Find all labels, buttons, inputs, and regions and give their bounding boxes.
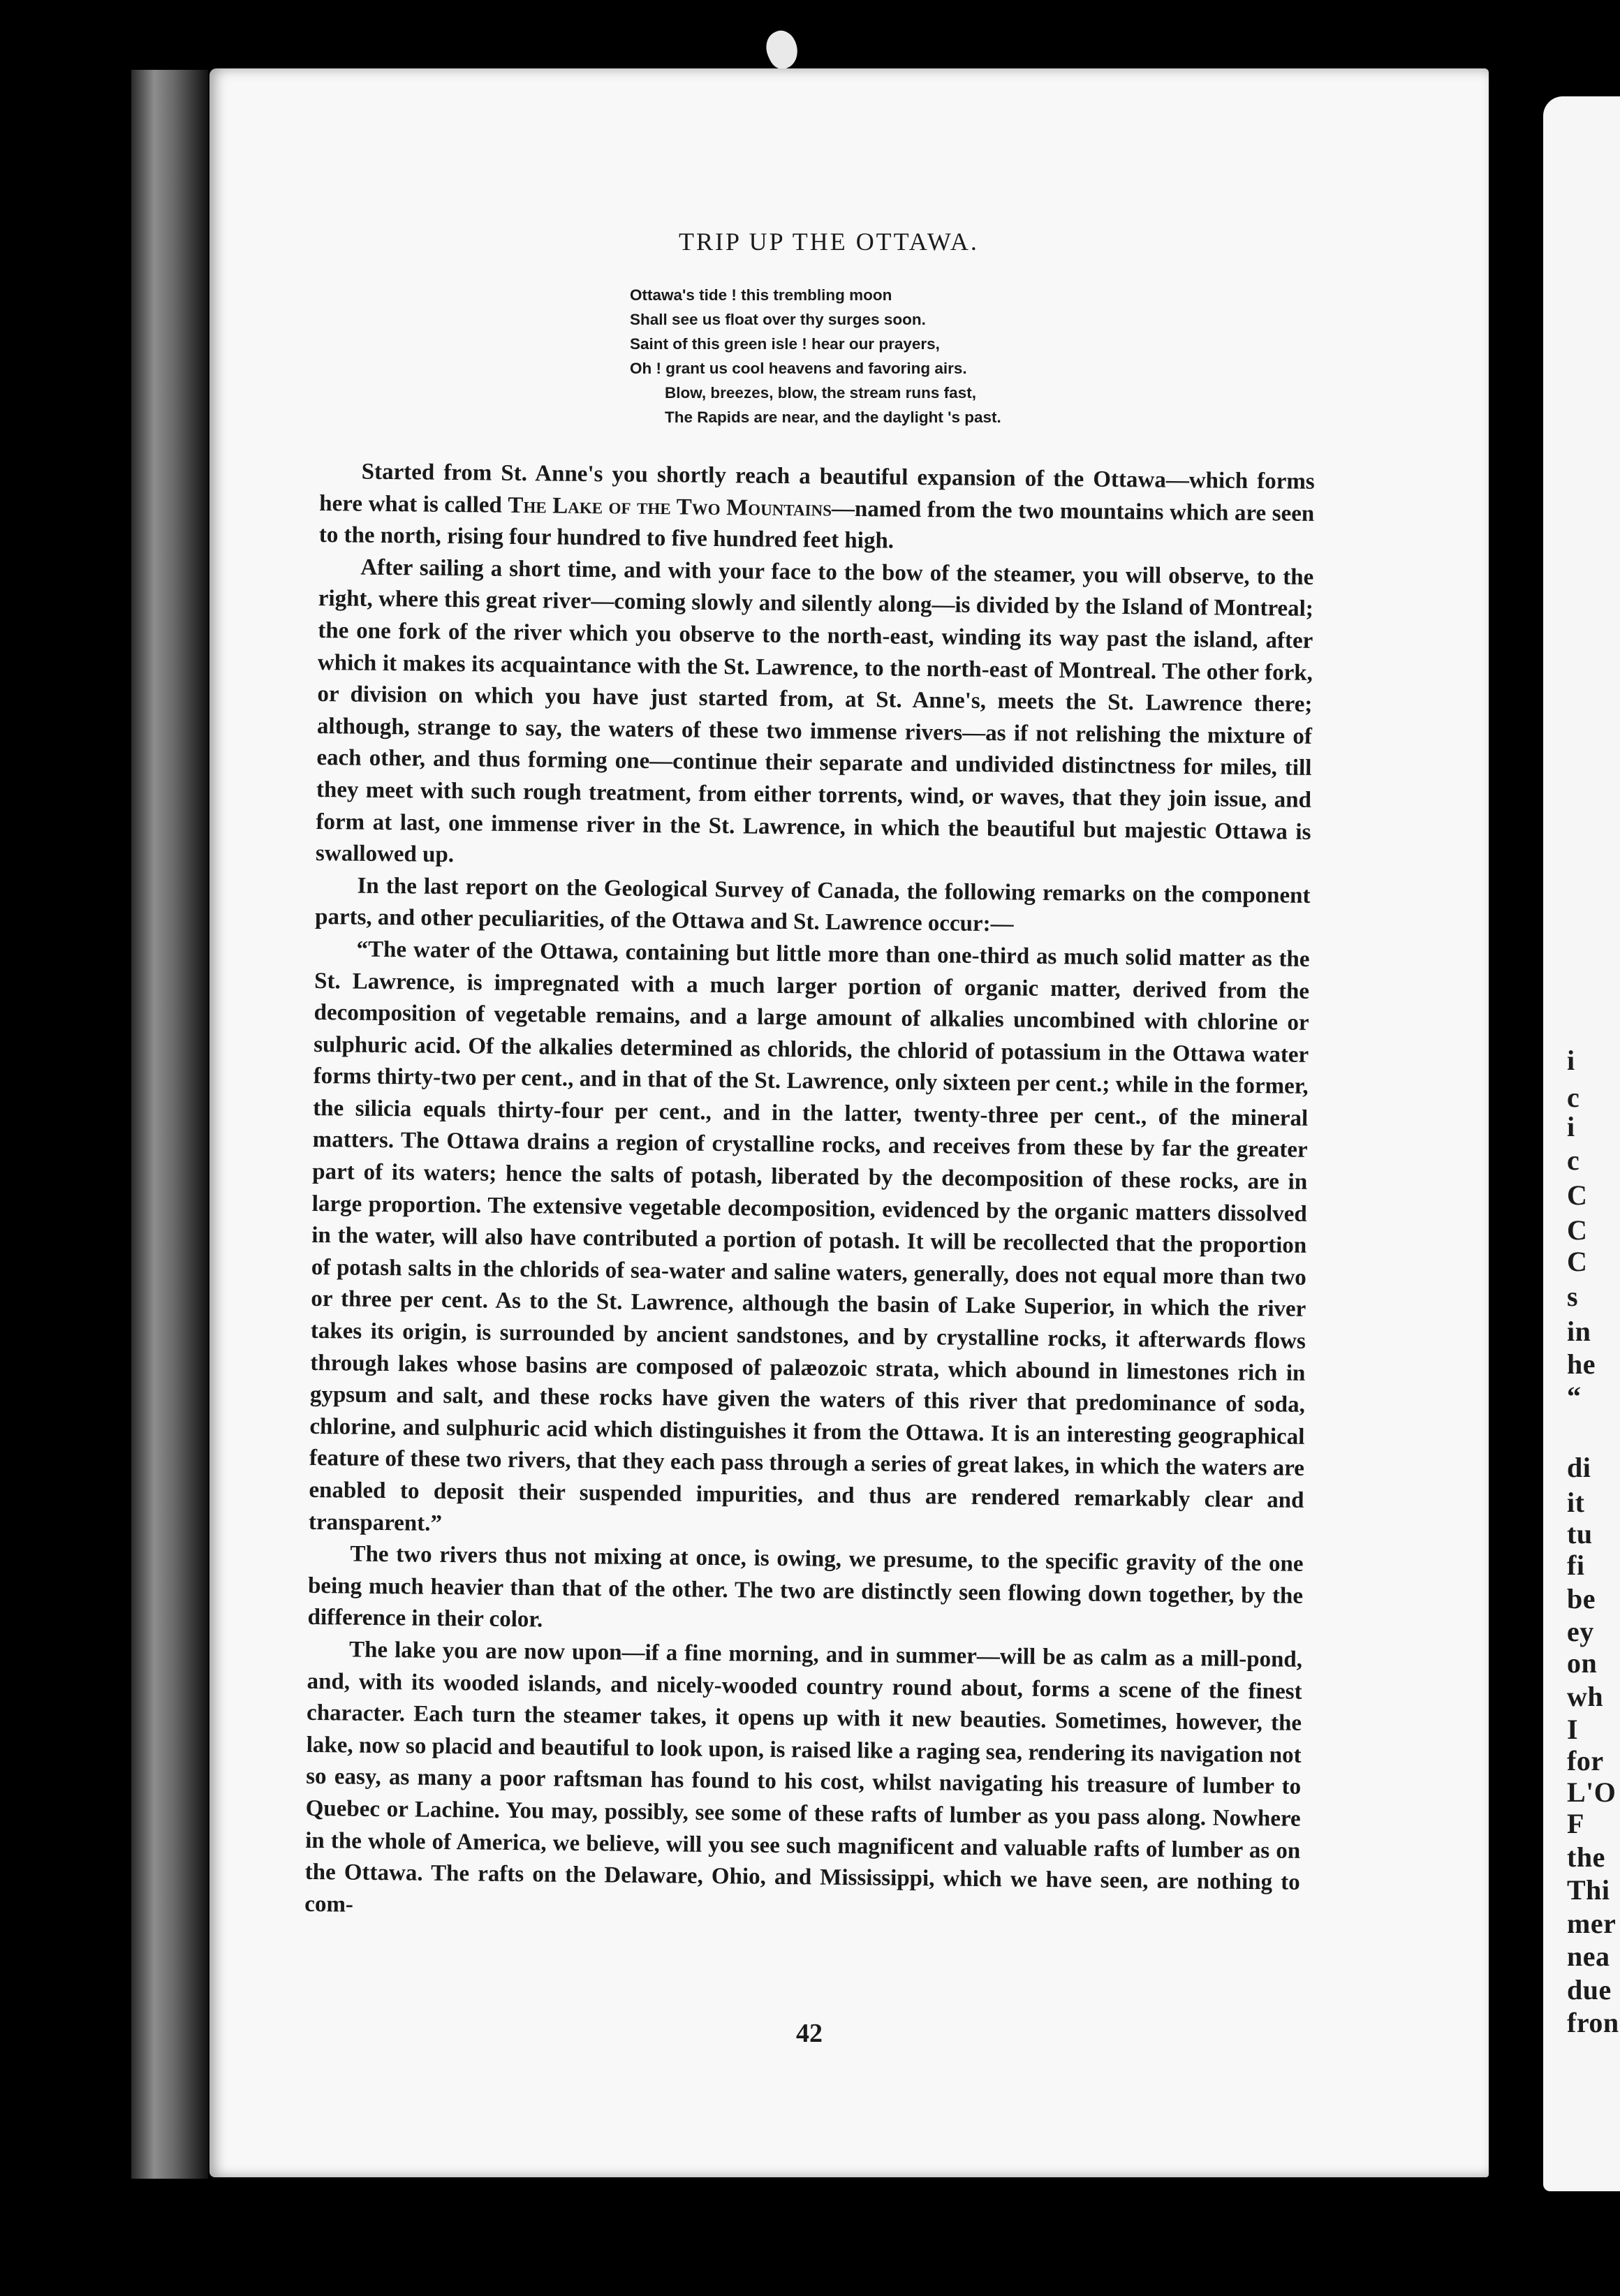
paragraph: The lake you are now upon—if a fine morning, and in summer—will be as calm as a mill-pond, and, with its wooded islands, and nicely-wooded country round about, forms a scene of the finest character. Each turn the steamer takes, it opens up with it new beauties. Sometimes, however, the lake, now so placid and beautiful to look upon, is raised like a raging sea, rendering its navigation not so easy, as many a poor raftsman has found to his cost, whilst navigating his treasure of lumber to Quebec or Lachine. You may, possibly, see some of these rafts of lumber as you pass along. Nowhere in the whole of America, we believe, will you see such magnificent and valuable rafts of lumber as on the Ottawa. The rafts on the Delaware, Ohio, and Mississippi, which we have seen, are nothing to com-: [304, 1637, 1303, 1918]
adjacent-page-fragment: i: [1567, 1045, 1575, 1076]
adjacent-page-fragment: on: [1567, 1647, 1598, 1679]
poem-line: Blow, breezes, blow, the stream runs fast,: [665, 384, 976, 402]
adjacent-page-fragment: C: [1567, 1246, 1588, 1277]
epigraph-poem: [630, 283, 1188, 429]
adjacent-page-fragment: mer: [1567, 1908, 1617, 1939]
adjacent-page-fragment: i: [1567, 1111, 1575, 1142]
adjacent-page-fragment: due: [1567, 1974, 1612, 2006]
adjacent-page-edge: [1543, 96, 1620, 2191]
adjacent-page-fragment: the: [1567, 1841, 1605, 1873]
adjacent-page-fragment: tu: [1567, 1518, 1593, 1550]
adjacent-page-fragment: in: [1567, 1316, 1591, 1347]
paragraph: In the last report on the Geological Survey of Canada, the following remarks on the component parts, and other peculiarities, of the Ottawa and St. Lawrence occur:—: [314, 873, 1311, 937]
adjacent-page-fragment: fron: [1567, 2007, 1619, 2038]
book-binding: [131, 70, 208, 2179]
adjacent-page-fragment: he: [1567, 1348, 1596, 1380]
adjacent-page-fragment: I: [1567, 1714, 1579, 1745]
paragraph-text: —named from the two mountains which are seen to the north, rising four hundred to five hundred feet high.: [318, 496, 1315, 554]
adjacent-page-fragment: fi: [1567, 1550, 1585, 1581]
adjacent-page-fragment: C: [1567, 1179, 1588, 1211]
adjacent-page-fragment: nea: [1567, 1941, 1610, 1972]
adjacent-page-fragment: Thi: [1567, 1874, 1610, 1906]
poem-line: Ottawa's tide ! this trembling moon: [630, 286, 892, 304]
page-number: 42: [796, 2019, 823, 2048]
paragraph: [319, 456, 1315, 562]
poem-line: Saint of this green isle ! hear our prayers,: [630, 335, 940, 353]
adjacent-page-fragment: c: [1567, 1082, 1580, 1113]
poem-line: Oh ! grant us cool heavens and favoring airs.: [630, 360, 967, 377]
adjacent-page-fragment: di: [1567, 1452, 1591, 1483]
adjacent-page-fragment: ey: [1567, 1616, 1594, 1647]
adjacent-page-fragment: F: [1567, 1808, 1584, 1839]
adjacent-page-fragment: c: [1567, 1145, 1580, 1176]
adjacent-page-fragment: wh: [1567, 1681, 1604, 1712]
adjacent-page-fragment: C: [1567, 1214, 1588, 1246]
adjacent-page-fragment: it: [1567, 1487, 1585, 1518]
poem-line: Shall see us float over thy surges soon.: [630, 311, 926, 328]
paragraph: The two rivers thus not mixing at once, is owing, we presume, to the specific gravity of the one being much heavier than that of the other. The two are distinctly seen flowing down together, by the difference in their color.: [307, 1541, 1304, 1633]
adjacent-page-fragment: for: [1567, 1745, 1604, 1776]
adjacent-page-fragment: s: [1567, 1281, 1579, 1312]
adjacent-page-fragment: L'O: [1567, 1776, 1617, 1808]
adjacent-page-fragment: be: [1567, 1583, 1596, 1614]
quoted-paragraph: “The water of the Ottawa, containing but little more than one-third as much solid matter as the St. Lawrence, is impregnated with a much larger portion of organic matter, derived from the decomposition of vegetable remains, and a large amount of alkalies uncombined with chlorine or sulphuric acid. Of the alkalies determined as chlorids, the chlorid of potassium in the Ottawa water forms thirty-two per cent., and in that of the St. Lawrence, only sixteen per cent.; while in the former, the silicia equals thirty-four per cent., and in the latter, twenty-three per cent., of the mineral matters. The Ottawa drains a region of crystalline rocks, and receives from these by far the greater part of its waters; hence the salts of potash, liberated by the decomposition of these rocks, are in large proportion. The extensive vegetable decomposition, evidenced by the organic matters dissolved in the water, will also have contributed a portion of potash. It will be recollected that the proportion of potash salts in the chlorids of sea-water and saline waters, generally, does not equal more than two or three per cent. As to the St. Lawrence, although the basin of Lake Superior, in which the river takes its origin, is surrounded by ancient sandstones, and by crystalline rocks, it afterwards flows through lakes whose basins are composed of palæozoic strata, which abound in limestones rich in gypsum and salt, and these rocks have given the waters of this river that predominance of soda, chlorine, and sulphuric acid which distinguishes it from the Ottawa. It is an interesting geographical feature of these two rivers, that they each pass through a series of great lakes, in which the waters are enabled to deposit their suspended impurities, and thus are rendered remarkably clear and transparent.”: [308, 936, 1310, 1536]
paragraph: After sailing a short time, and with your face to the bow of the steamer, you will observe, to the right, where this great river—coming slowly and silently along—is divided by the Island of Montreal; the one fork of the river which you observe to the north-east, winding its way past the island, after which it makes its acquaintance with the St. Lawrence, to the north-east of Montreal. The other fork, or division on which you have just started from, at St. Anne's, meets the St. Lawrence there; although, strange to say, the waters of these two immense rivers—as if not relishing the mixture of each other, and thus forming one—continue their separate and undivided distinctness for miles, till they meet with such rough treatment, from either torrents, wind, or waves, that they join issue, and form at last, one immense river in the St. Lawrence, in which the beautiful but majestic Ottawa is swallowed up.: [315, 554, 1314, 868]
paragraph-text: Started from St. Anne's you shortly reach a beautiful expansion of the Ottawa—which forms here what is called: [319, 459, 1315, 518]
page-title: TRIP UP THE OTTAWA.: [679, 228, 979, 256]
ink-blot: [760, 26, 804, 73]
body-text: [304, 456, 1315, 1931]
poem-line: The Rapids are near, and the daylight 's past.: [665, 409, 1001, 426]
lake-name: The Lake of the Two Mountains: [508, 492, 832, 522]
adjacent-page-fragment: “: [1567, 1381, 1582, 1412]
